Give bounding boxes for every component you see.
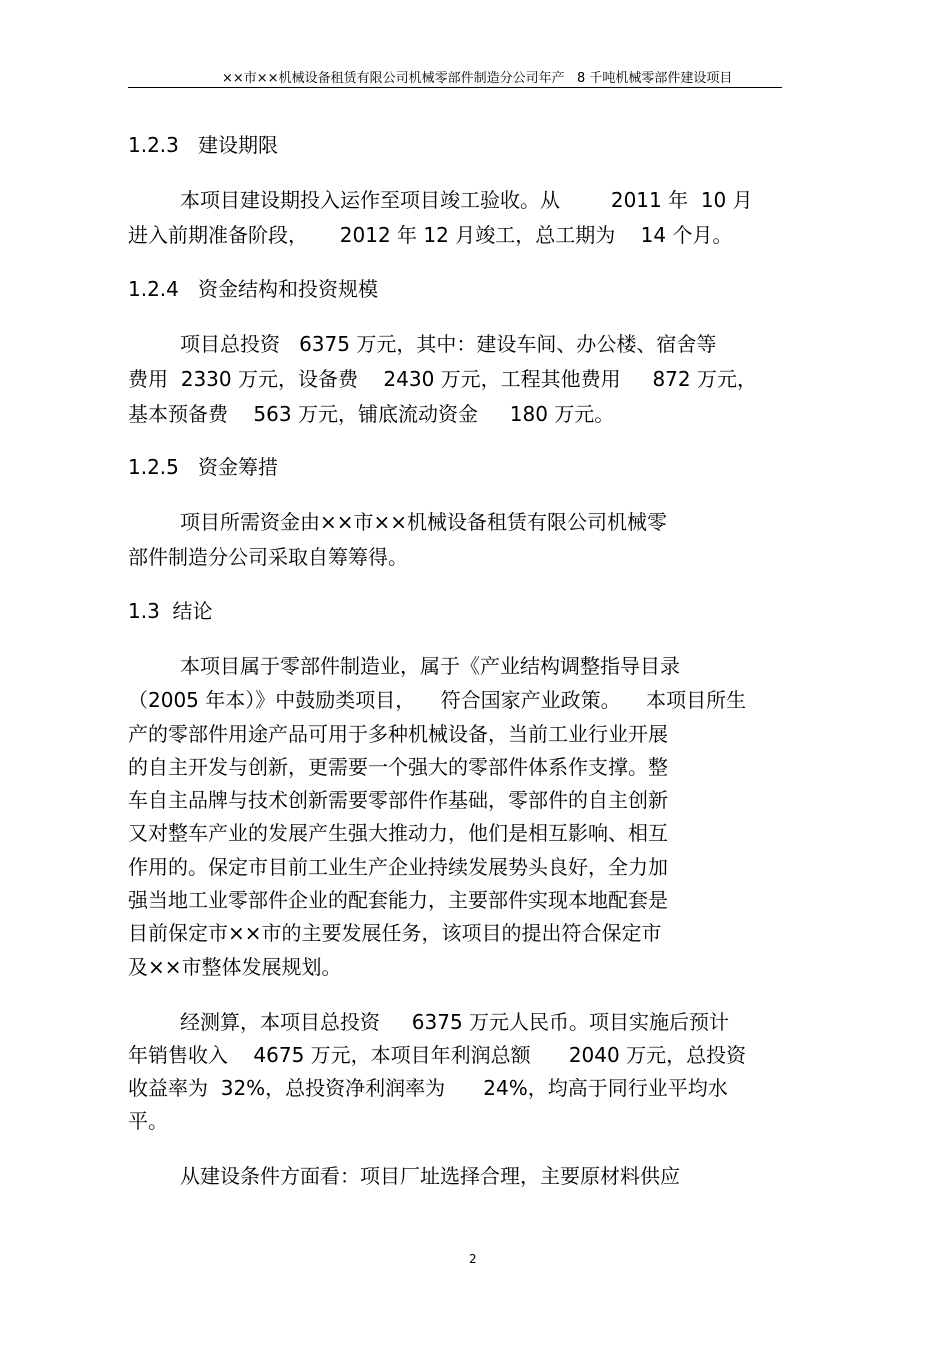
paragraph-line: 从建设条件方面看：项目厂址选择合理，主要原材料供应: [180, 1164, 680, 1188]
paragraph-line: 目前保定市××市的主要发展任务，该项目的提出符合保定市: [128, 921, 662, 945]
paragraph-line: 年销售收入 4675 万元，本项目年利润总额 2040 万元，总投资: [128, 1043, 747, 1067]
paragraph-line: 本项目属于零部件制造业，属于《产业结构调整指导目录: [180, 654, 680, 678]
paragraph-line: 基本预备费 563 万元，铺底流动资金 180 万元。: [128, 402, 615, 426]
paragraph-line: 的自主开发与创新，更需要一个强大的零部件体系作支撑。整: [128, 755, 668, 779]
paragraph-line: 本项目建设期投入运作至项目竣工验收。从 2011 年 10 月: [180, 188, 753, 212]
paragraph-line: 项目所需资金由××市××机械设备租赁有限公司机械零: [180, 510, 668, 534]
paragraph-line: 产的零部件用途产品可用于多种机械设备，当前工业行业开展: [128, 722, 668, 746]
paragraph-line: 作用的。保定市目前工业生产企业持续发展势头良好，全力加: [128, 855, 668, 879]
paragraph-line: 经测算，本项目总投资 6375 万元人民币。项目实施后预计: [180, 1010, 730, 1034]
paragraph-line: 收益率为 32%，总投资净利润率为 24%，均高于同行业平均水: [128, 1076, 728, 1100]
paragraph-line: 费用 2330 万元，设备费 2430 万元，工程其他费用 872 万元，: [128, 367, 757, 391]
paragraph-line: 平。: [128, 1109, 168, 1133]
section-heading-1-2-3: 1.2.3 建设期限: [128, 133, 278, 157]
paragraph-line: 强当地工业零部件企业的配套能力，主要部件实现本地配套是: [128, 888, 668, 912]
paragraph-line: 部件制造分公司采取自筹筹得。: [128, 545, 408, 569]
paragraph-line: 项目总投资 6375 万元，其中：建设车间、办公楼、宿舍等: [180, 332, 717, 356]
paragraph-line: 及××市整体发展规划。: [128, 955, 342, 979]
section-heading-1-2-5: 1.2.5 资金筹措: [128, 455, 278, 479]
paragraph-line: 车自主品牌与技术创新需要零部件作基础，零部件的自主创新: [128, 788, 668, 812]
header-rule: [128, 87, 782, 88]
section-heading-1-2-4: 1.2.4 资金结构和投资规模: [128, 277, 378, 301]
page-number: 2: [469, 1252, 477, 1266]
section-heading-1-3: 1.3 结论: [128, 599, 213, 623]
paragraph-line: （2005 年本）》中鼓励类项目， 符合国家产业政策。 本项目所生: [128, 688, 747, 712]
header-title: ××市××机械设备租赁有限公司机械零部件制造分公司年产 8 千吨机械零部件建设项目: [222, 71, 733, 86]
paragraph-line: 又对整车产业的发展产生强大推动力，他们是相互影响、相互: [128, 821, 668, 845]
paragraph-line: 进入前期准备阶段， 2012 年 12 月竣工，总工期为 14 个月。: [128, 223, 733, 247]
